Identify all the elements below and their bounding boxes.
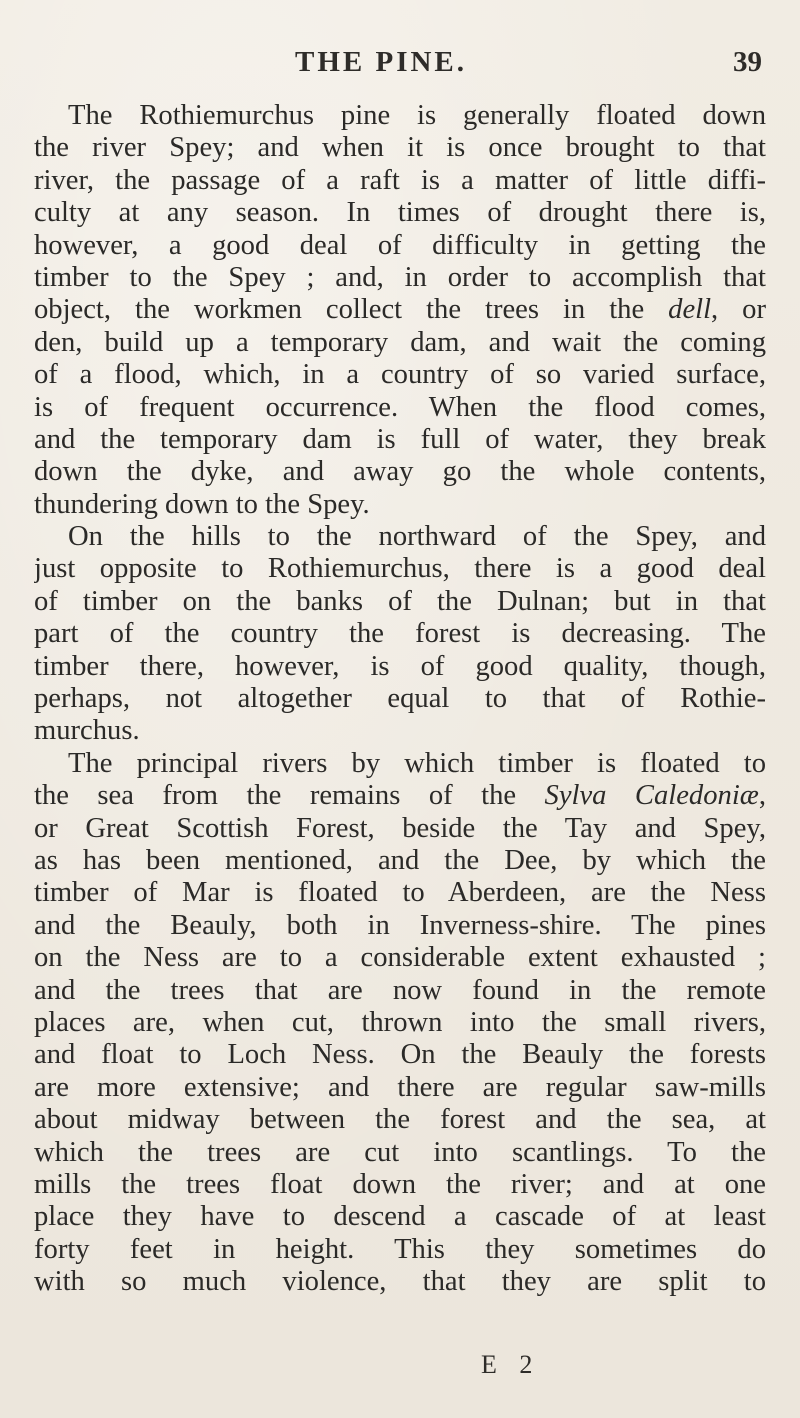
running-title: THE PINE. <box>295 46 468 78</box>
text-line: On the hills to the northward of the Spey, and <box>68 521 766 553</box>
text-line: perhaps, not altogether equal to that of Rothie- <box>34 683 766 715</box>
text-line: mills the trees float down the river; and at one <box>34 1168 766 1200</box>
text-line: with so much violence, that they are split to <box>34 1266 766 1298</box>
text-line: murchus. <box>34 715 140 747</box>
text-line: thundering down to the Spey. <box>34 488 370 520</box>
text-line: place they have to descend a cascade of at least <box>34 1201 766 1233</box>
text-line: timber of Mar is floated to Aberdeen, are the Ness <box>34 877 766 909</box>
text-line: is of frequent occurrence. When the flood comes, <box>34 391 766 423</box>
text-line: or Great Scottish Forest, beside the Tay and Spey, <box>34 812 766 844</box>
text-line: The principal rivers by which timber is floated to <box>68 747 766 779</box>
text-line: which the trees are cut into scantlings. To the <box>34 1136 766 1168</box>
text-line: object, the workmen collect the trees in the dell, or <box>34 294 766 326</box>
text-line: places are, when cut, thrown into the small rivers, <box>34 1006 766 1038</box>
signature-mark: E 2 <box>481 1350 541 1379</box>
text-line: on the Ness are to a considerable extent exhausted ; <box>34 942 766 974</box>
text-line: the sea from the remains of the Sylva Caledoniæ, <box>34 780 766 812</box>
text-line: and the Beauly, both in Inverness-shire. The pines <box>34 909 766 941</box>
text-line: forty feet in height. This they sometimes do <box>34 1233 766 1265</box>
text-line: as has been mentioned, and the Dee, by which the <box>34 844 766 876</box>
text-line: river, the passage of a raft is a matter of little diffi- <box>34 164 766 196</box>
text-line: The Rothiemurchus pine is generally floated down <box>68 100 766 131</box>
text-line: timber there, however, is of good quality, though, <box>34 650 766 682</box>
text-line: however, a good deal of difficulty in getting the <box>34 229 766 261</box>
text-line: of timber on the banks of the Dulnan; but in that <box>34 585 766 617</box>
text-line: just opposite to Rothiemurchus, there is a good deal <box>34 553 766 585</box>
text-line: and float to Loch Ness. On the Beauly the forests <box>34 1039 766 1071</box>
text-line: den, build up a temporary dam, and wait the coming <box>34 326 766 358</box>
text-line: about midway between the forest and the sea, at <box>34 1104 766 1136</box>
text-line: timber to the Spey ; and, in order to accomplish that <box>34 261 766 293</box>
text-line: and the temporary dam is full of water, they break <box>34 423 766 455</box>
text-line: of a flood, which, in a country of so varied surface, <box>34 359 766 391</box>
italic-term: dell <box>668 294 712 326</box>
text-line: the river Spey; and when it is once brought to that <box>34 132 766 164</box>
text-line: and the trees that are now found in the remote <box>34 974 766 1006</box>
text-line: are more extensive; and there are regular saw-mills <box>34 1071 766 1103</box>
running-head <box>0 46 800 86</box>
italic-term: Sylva Caledoniæ <box>544 780 759 812</box>
text-line: down the dyke, and away go the whole contents, <box>34 456 766 488</box>
page-number: 39 <box>733 46 762 78</box>
text-line: part of the country the forest is decreasing. The <box>34 618 766 650</box>
body-text <box>34 100 766 1298</box>
text-line: culty at any season. In times of drought there is, <box>34 197 766 229</box>
